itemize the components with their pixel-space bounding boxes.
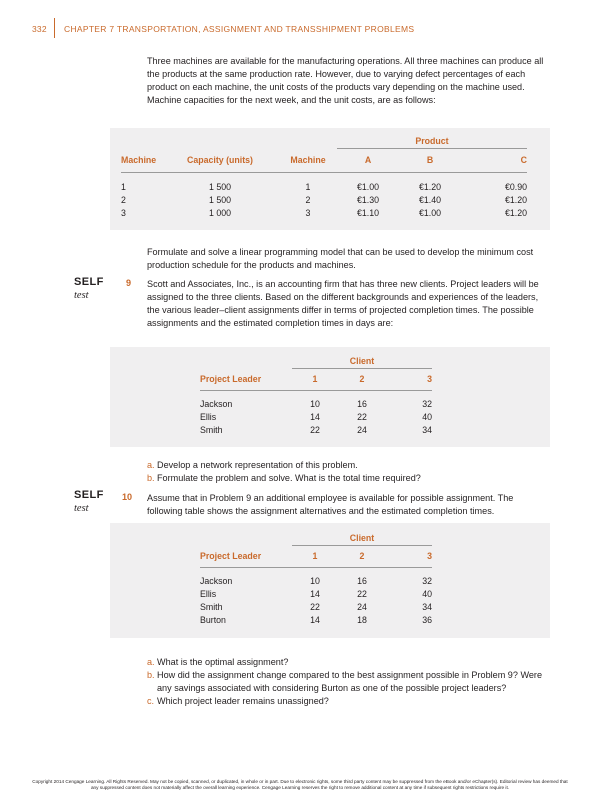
table-cell: 16 xyxy=(357,398,367,409)
table-cell: 22 xyxy=(310,601,320,612)
table-cell: 1 500 xyxy=(208,181,231,192)
sub-letter: c. xyxy=(147,695,155,706)
self-test-badge xyxy=(74,489,104,514)
table-cell: €1.40 xyxy=(418,194,441,205)
self-test-label-top: SELF xyxy=(74,276,104,288)
table-cell: 22 xyxy=(357,588,367,599)
table-cell: 34 xyxy=(422,424,432,435)
sub-text: What is the optimal assignment? xyxy=(157,657,289,667)
self-test-label-bottom: test xyxy=(74,290,89,301)
table-cell: 2 xyxy=(305,194,311,205)
table-cell: 14 xyxy=(310,614,320,625)
table-cell: 22 xyxy=(310,424,320,435)
sub-text: Formulate the problem and solve. What is the total time required? xyxy=(157,472,421,483)
table-row xyxy=(121,193,527,206)
table-cell: 3 xyxy=(305,207,311,218)
list-item xyxy=(147,472,547,485)
problem-10-table-panel xyxy=(110,523,550,638)
table-cell: 2 xyxy=(121,194,126,205)
self-test-label-top: SELF xyxy=(74,489,104,501)
col-header: 1 xyxy=(292,368,338,390)
table-cell: 32 xyxy=(422,398,432,409)
col-header: 2 xyxy=(338,368,386,390)
table-cell: €1.20 xyxy=(418,181,441,192)
table-cell: 24 xyxy=(357,424,367,435)
col-header: Project Leader xyxy=(200,368,292,390)
col-header: 3 xyxy=(386,368,432,390)
sub-text: Develop a network representation of this problem. xyxy=(157,460,358,470)
table-row xyxy=(200,600,432,613)
page-header xyxy=(0,22,600,38)
table-row xyxy=(200,410,432,423)
table-row xyxy=(200,574,432,587)
table-cell: 22 xyxy=(357,411,367,422)
problem-9-subquestions xyxy=(147,459,547,485)
table-cell: €1.20 xyxy=(504,194,527,205)
sub-letter: b. xyxy=(147,669,155,680)
client-group-header: Client xyxy=(292,354,432,368)
list-item xyxy=(147,656,547,669)
sub-letter: a. xyxy=(147,460,155,470)
machine-table xyxy=(121,134,527,219)
table-cell: 1 xyxy=(121,181,126,192)
header-divider xyxy=(54,18,55,38)
table-cell: 34 xyxy=(422,601,432,612)
col-header: Machine xyxy=(279,148,337,172)
col-header: B xyxy=(399,148,461,172)
table-cell: 1 xyxy=(305,181,311,192)
col-header: A xyxy=(337,148,399,172)
table-cell: 1 500 xyxy=(208,194,231,205)
col-header: C xyxy=(461,148,527,172)
problem-10-table xyxy=(200,531,432,626)
chapter-title: CHAPTER 7 TRANSPORTATION, ASSIGNMENT AND TRANSSHIPMENT PROBLEMS xyxy=(64,24,415,34)
sub-letter: b. xyxy=(147,472,155,483)
problem-9-table-panel xyxy=(110,347,550,447)
copyright-footer: Copyright 2014 Cengage Learning. All Rights Reserved. May not be copied, scanned, or duplicated, in whole or in part. Due to electronic rights, some third party content may be suppressed from the eBook and/or eChapter(s). Editorial review has deemed that any suppressed content does not materially affect the overall learning experience. Cengage Learning reserves the right to remove additional content at any time if subsequent rights restrictions require it. xyxy=(32,779,568,791)
table-cell: 40 xyxy=(422,411,432,422)
col-header: Machine xyxy=(121,148,161,172)
problem-number: 10 xyxy=(122,492,133,502)
product-group-header: Product xyxy=(337,134,527,148)
table-cell: €1.10 xyxy=(356,207,379,218)
table-cell: 14 xyxy=(310,588,320,599)
table-row xyxy=(200,423,432,436)
sub-text: How did the assignment change compared to the best assignment possible in Problem 9? Were any savings associated with considering Burton as one of the possible project leaders? xyxy=(157,669,543,693)
table-cell: 14 xyxy=(310,411,320,422)
table-cell: Smith xyxy=(200,424,223,435)
problem-10-subquestions xyxy=(147,656,547,708)
page-number: 332 xyxy=(32,24,47,34)
table-cell: Jackson xyxy=(200,398,233,409)
problem-10-text: Assume that in Problem 9 an additional employee is available for possible assignment. The following table shows the assignment alternatives and the estimated completion times. xyxy=(147,493,514,516)
table-cell: 32 xyxy=(422,575,432,586)
table-row xyxy=(200,613,432,626)
table-cell: €1.30 xyxy=(356,194,379,205)
table-cell: 40 xyxy=(422,588,432,599)
table-cell: Jackson xyxy=(200,575,233,586)
list-item xyxy=(147,695,547,708)
table-cell: 24 xyxy=(357,601,367,612)
table-cell: Burton xyxy=(200,614,226,625)
list-item xyxy=(147,459,547,472)
table-cell: 16 xyxy=(357,575,367,586)
col-header: 1 xyxy=(292,545,338,567)
list-item xyxy=(147,669,547,695)
problem-number: 9 xyxy=(126,278,132,288)
self-test-label-bottom: test xyxy=(74,503,89,514)
sub-text: Which project leader remains unassigned? xyxy=(157,695,329,706)
table-row xyxy=(121,206,527,219)
table-cell: 36 xyxy=(422,614,432,625)
machine-table-panel xyxy=(110,128,550,230)
table-cell: 3 xyxy=(121,207,126,218)
table-row xyxy=(200,397,432,410)
table-cell: 10 xyxy=(310,575,320,586)
col-header: Capacity (units) xyxy=(161,148,279,172)
client-group-header: Client xyxy=(292,531,432,545)
table-cell: Ellis xyxy=(200,411,217,422)
table-cell: 18 xyxy=(357,614,367,625)
col-header: 3 xyxy=(386,545,432,567)
problem-9-text: Scott and Associates, Inc., is an accounting firm that has three new clients. Project leaders will be assigned to the three clients. Based on the different backgrounds and experiences of the leaders, the various leader–client assignments differ in terms of projected completion times. The possible assignments and the estimated completion times in days are: xyxy=(147,279,539,328)
intro-paragraph: Three machines are available for the manufacturing operations. All three machines can produce all the products at the same production rate. However, due to varying defect percentages of each product on each machine, the unit costs of the products vary depending on the machine used. Machine capacities for the next week, and the unit costs, are as follows: xyxy=(147,56,544,105)
col-header: 2 xyxy=(338,545,386,567)
table-cell: 10 xyxy=(310,398,320,409)
problem-9-table xyxy=(200,354,432,436)
table-cell: €1.00 xyxy=(356,181,379,192)
table-cell: €0.90 xyxy=(504,181,527,192)
table-cell: Ellis xyxy=(200,588,217,599)
table-cell: Smith xyxy=(200,601,223,612)
table-row xyxy=(200,587,432,600)
table-cell: €1.00 xyxy=(418,207,441,218)
self-test-badge xyxy=(74,276,104,301)
formulate-paragraph: Formulate and solve a linear programming model that can be used to develop the minimum cost production schedule for the products and machines. xyxy=(147,247,534,270)
table-row xyxy=(121,180,527,193)
table-cell: 1 000 xyxy=(208,207,231,218)
table-cell: €1.20 xyxy=(504,207,527,218)
sub-letter: a. xyxy=(147,657,155,667)
col-header: Project Leader xyxy=(200,545,292,567)
